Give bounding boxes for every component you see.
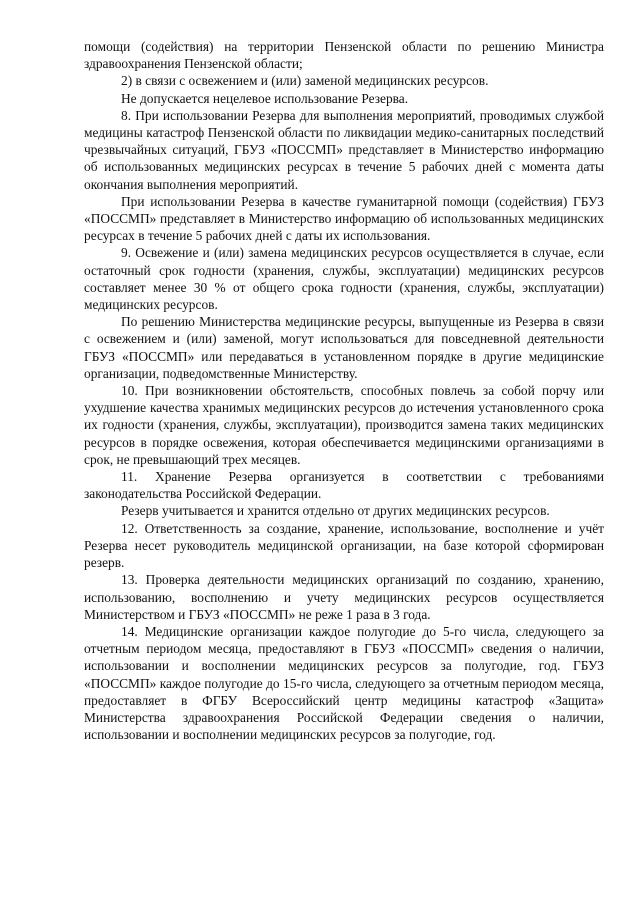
paragraph-clause-10: 10. При возникновении обстоятельств, способных повлечь за собой порчу или ухудшение качества хранимых медицинских ресурсов до истечения установленного срока их годности (хранения, службы, эксплуатации), производится замена таких медицинских ресурсов в порядке освежения, которая обеспечивается медицинскими организациями в срок, не превышающий трех месяцев. — [84, 383, 604, 467]
paragraph-continuation: помощи (содействия) на территории Пензенской области по решению Министра здравоохранения Пензенской области; — [84, 39, 604, 72]
paragraph-clause-9: 9. Освежение и (или) замена медицинских ресурсов осуществляется в случае, если остаточный срок годности (хранения, службы, эксплуатации) медицинских ресурсов составляет менее 30 % от общего срока годности (хранения, службы, эксплуатации) медицинских ресурсов. — [84, 245, 604, 313]
paragraph-clause-12: 12. Ответственность за создание, хранение, использование, восполнение и учёт Резерва несет руководитель медицинской организации, на базе которой сформирован резерв. — [84, 520, 604, 571]
paragraph-no-misuse: Не допускается нецелевое использование Резерва. — [121, 90, 409, 106]
paragraph-clause-14: 14. Медицинские организации каждое полугодие до 5-го числа, следующего за отчетным периодом месяца, предоставляют в ГБУЗ «ПОССМП» сведения о наличии, использовании и восполнении медицинских ресурсов за полугодие, год. ГБУЗ «ПОССМП» каждое полугодие до 15-го числа, следующего за отчетным периодом месяца, предоставляет в ФГБУ Всероссийский центр медицины катастроф «Защита» Министерства здравоохранения Российской Федерации сведения о наличии, использовании и восполнении медицинских ресурсов за полугодие, год. — [84, 623, 604, 743]
paragraph-clause-13: 13. Проверка деятельности медицинских организаций по созданию, хранению, использованию, восполнению и учету медицинских ресурсов осуществляется Министерством и ГБУЗ «ПОССМП» не реже 1 раза в 3 года. — [84, 572, 604, 622]
paragraph-clause-9-decision: По решению Министерства медицинские ресурсы, выпущенные из Резерва в связи с освежением и (или) заменой, могут использоваться для повседневной деятельности ГБУЗ «ПОССМП» или передаваться в установленном порядке в другие медицинские организации, подведомственные Министерству. — [84, 314, 604, 381]
paragraph-clause-11-accounting: Резерв учитывается и хранится отдельно от других медицинских ресурсов. — [121, 503, 550, 519]
paragraph-clause-11: 11. Хранение Резерва организуется в соответствии с требованиями законодательства Российской Федерации. — [84, 469, 604, 502]
paragraph-clause-8: 8. При использовании Резерва для выполнения мероприятий, проводимых службой медицины катастроф Пензенской области по ликвидации медико-санитарных последствий чрезвычайных ситуаций, ГБУЗ «ПОССМП» представляет в Министерство информацию об использованных медицинских ресурсах в течение 5 рабочих дней с момента даты окончания выполнения мероприятий. — [84, 107, 604, 192]
paragraph-item-2: 2) в связи с освежением и (или) заменой медицинских ресурсов. — [121, 73, 489, 89]
document-page — [84, 38, 604, 743]
paragraph-clause-8-humanitarian: При использовании Резерва в качестве гуманитарной помощи (содействия) ГБУЗ «ПОССМП» представляет в Министерство информацию об использованных медицинских ресурсах в течение 5 рабочих дней с даты их использования. — [84, 193, 604, 244]
